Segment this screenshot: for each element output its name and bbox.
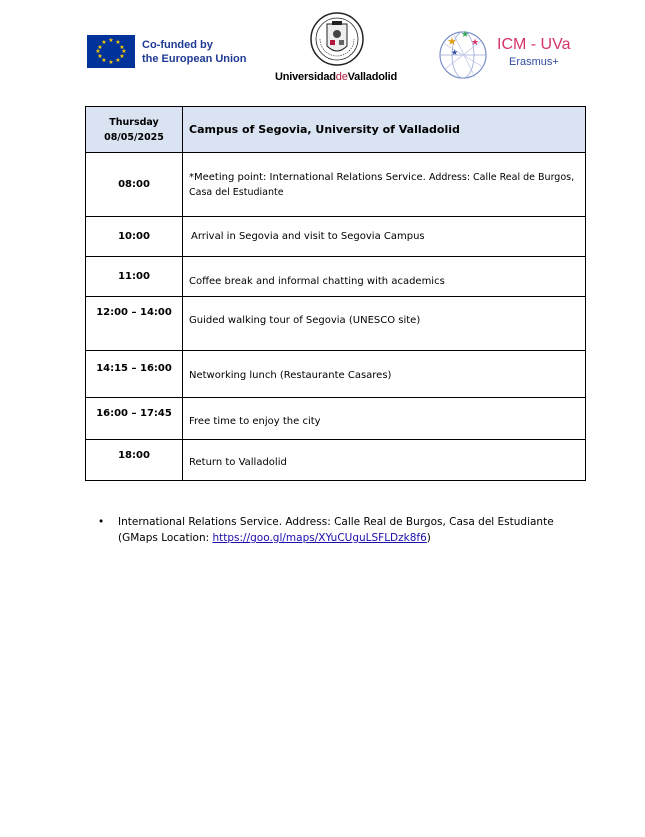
uva-crest-icon (310, 12, 364, 68)
svg-text:★: ★ (451, 48, 459, 57)
schedule-title: Campus of Segovia, University of Valladolid (183, 107, 586, 153)
uva-name-part3: Valladolid (347, 71, 397, 83)
time-cell: 11:00 (86, 257, 183, 297)
gmaps-link[interactable]: https://goo.gl/maps/XYuCUguLSFLDzk8f6 (212, 532, 427, 544)
schedule-table (85, 106, 586, 481)
table-row (86, 257, 586, 297)
table-row (86, 440, 586, 481)
footnote-close: ) (426, 532, 431, 544)
time-cell: 10:00 (86, 217, 183, 257)
footnote (98, 514, 568, 546)
activity-cell (183, 153, 586, 217)
time-cell: 18:00 (86, 440, 183, 481)
activity-cell: Arrival in Segovia and visit to Segovia Campus (183, 217, 586, 257)
activity-address: Address: Calle Real de Burgos, Casa del Estudiante (189, 171, 575, 198)
uva-logo (270, 12, 402, 84)
activity-text: *Meeting point: International Relations Service. (189, 171, 426, 183)
activity-cell: Guided walking tour of Segovia (UNESCO site) (183, 297, 586, 351)
activity-cell: Return to Valladolid (183, 440, 586, 481)
icm-globe-icon (435, 25, 491, 81)
activity-cell: Free time to enjoy the city (183, 398, 586, 440)
eu-cofunded-logo (87, 35, 247, 68)
date-label: 08/05/2025 (104, 131, 164, 143)
eu-flag-icon: ★ ★ ★ ★ ★ ★ ★ ★ ★ ★ ★ ★ (87, 35, 135, 68)
table-row (86, 398, 586, 440)
time-cell: 08:00 (86, 153, 183, 217)
time-cell: 16:00 – 17:45 (86, 398, 183, 440)
icm-title: ICM - UVa (497, 36, 571, 53)
day-label: Thursday (109, 116, 159, 128)
svg-text:★: ★ (447, 36, 457, 48)
table-row (86, 153, 586, 217)
svg-text:★: ★ (471, 37, 480, 47)
time-cell: 12:00 – 14:00 (86, 297, 183, 351)
activity-cell: Coffee break and informal chatting with academics (183, 257, 586, 297)
table-header-row (86, 107, 586, 153)
table-row (86, 297, 586, 351)
table-row (86, 217, 586, 257)
activity-cell: Networking lunch (Restaurante Casares) (183, 351, 586, 398)
eu-text-line2: the European Union (142, 52, 247, 65)
eu-text-line1: Co-funded by (142, 38, 213, 51)
icm-subtitle: Erasmus+ (509, 56, 559, 68)
svg-text:★: ★ (461, 29, 470, 39)
table-row (86, 351, 586, 398)
bullet-icon: • (98, 516, 105, 528)
uva-name-part2: de (335, 71, 348, 83)
footnote-text: International Relations Service. Address: Calle Real de Burgos, Casa del Estudiante (GMaps Location: (118, 516, 554, 544)
time-cell: 14:15 – 16:00 (86, 351, 183, 398)
icm-uva-logo (435, 25, 575, 85)
day-date-cell (86, 107, 183, 153)
uva-name-part1: Universidad (275, 71, 336, 83)
uva-name (270, 71, 402, 83)
